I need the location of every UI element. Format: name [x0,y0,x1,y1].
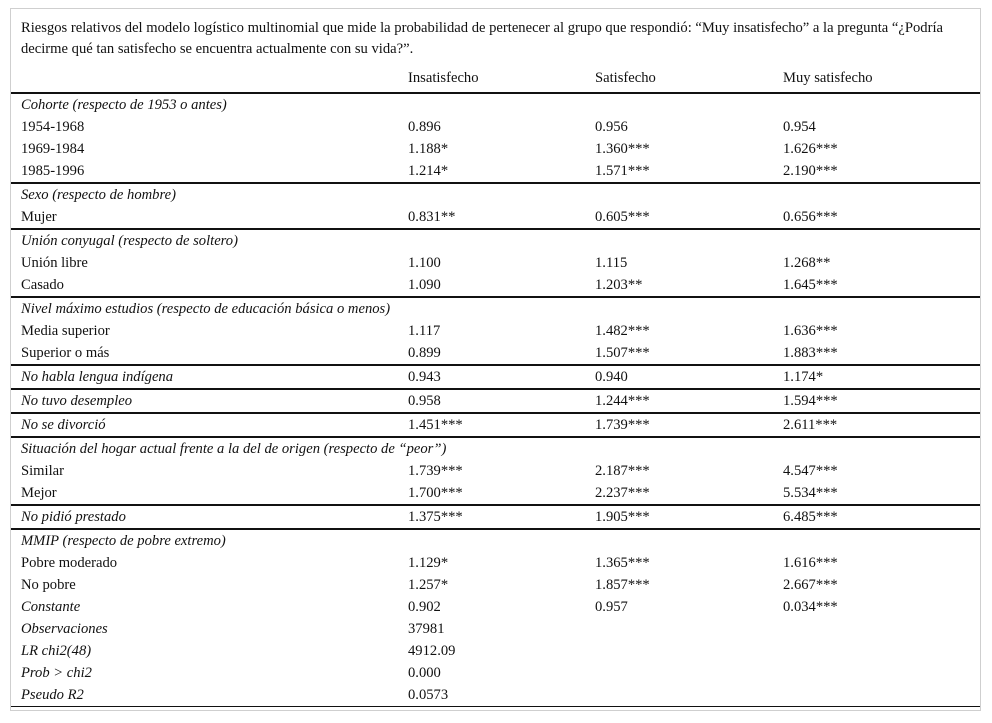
group-title-row [11,529,980,552]
stat-row [11,596,980,618]
value-cell [773,662,980,684]
value-cell: 1.375*** [398,505,585,529]
table-row [11,365,980,389]
value-cell [773,684,980,707]
value-cell: 0.943 [398,365,585,389]
group-title-row [11,183,980,206]
table-row [11,206,980,229]
header-cell-insatisfecho: Insatisfecho [398,64,585,93]
table-row [11,505,980,529]
value-cell: 1.268** [783,255,831,271]
row-label: Similar [21,463,64,479]
value-cell: 1.636*** [783,323,838,339]
group-title-row [11,229,980,252]
value-cell: 2.611*** [773,413,980,437]
value-cell: 1.739*** [408,463,463,479]
value-cell: 0.940 [585,365,773,389]
value-cell: 1.129* [408,555,449,571]
value-cell: 4.547*** [783,463,838,479]
value-cell: 1.857*** [595,577,650,593]
value-cell [585,662,773,684]
value-cell: 1.616*** [783,555,838,571]
table-row [11,342,980,365]
value-cell: 1.571*** [585,160,773,183]
value-cell: 1.626*** [783,141,838,157]
value-cell: 4912.09 [408,643,456,659]
row-label: No pidió prestado [11,505,398,529]
row-label: Casado [11,274,398,297]
row-label: Unión libre [21,255,88,271]
row-label: 1969-1984 [21,141,85,157]
value-cell: 5.534*** [773,482,980,505]
row-label: No tuvo desempleo [11,389,398,413]
table-body [11,64,980,707]
value-cell: 0.034*** [783,599,838,615]
value-cell: 37981 [408,621,445,637]
table-row [11,413,980,437]
stat-label: Constante [21,599,81,615]
stat-row [11,684,980,707]
stat-label: Pseudo R2 [11,684,398,707]
value-cell: 0.656*** [773,206,980,229]
row-label: No habla lengua indígena [11,365,398,389]
group-title: Situación del hogar actual frente a la del de origen (respecto de “peor”) [21,441,447,457]
table-row [11,160,980,183]
header-cell-satisfecho: Satisfecho [585,64,773,93]
value-cell: 1.188* [408,141,449,157]
regression-table [11,64,980,707]
value-cell [773,618,980,640]
value-cell: 1.905*** [585,505,773,529]
stat-row [11,662,980,684]
value-cell: 0.605*** [585,206,773,229]
value-cell [585,640,773,662]
row-label: Mujer [11,206,398,229]
row-label: No se divorció [11,413,398,437]
table-row [11,389,980,413]
group-title-row [11,437,980,460]
table-row [11,482,980,505]
table-header-row [11,64,980,93]
value-cell: 1.244*** [585,389,773,413]
group-title-row [11,297,980,320]
header-cell-muy-satisfecho: Muy satisfecho [773,64,980,93]
group-title: Unión conyugal (respecto de soltero) [21,233,238,249]
value-cell [585,618,773,640]
value-cell: 2.187*** [595,463,650,479]
group-title: Nivel máximo estudios (respecto de educación básica o menos) [21,301,391,317]
row-label: Media superior [21,323,110,339]
value-cell: 1.174* [773,365,980,389]
value-cell: 0.957 [595,599,628,615]
value-cell: 1.214* [398,160,585,183]
value-cell: 1.482*** [595,323,650,339]
stat-label: LR chi2(48) [21,643,92,659]
value-cell: 0.899 [398,342,585,365]
group-title: Cohorte (respecto de 1953 o antes) [21,97,227,113]
value-cell: 2.667*** [783,577,838,593]
row-label: Mejor [11,482,398,505]
table-row [11,274,980,297]
value-cell: 1.257* [408,577,449,593]
row-label: Superior o más [11,342,398,365]
value-cell: 0.958 [398,389,585,413]
table-frame [10,8,981,711]
value-cell: 1.100 [408,255,441,271]
table-row [11,320,980,342]
value-cell: 2.237*** [585,482,773,505]
row-label: 1985-1996 [11,160,398,183]
value-cell: 1.883*** [773,342,980,365]
row-label: 1954-1968 [21,119,85,135]
value-cell: 2.190*** [773,160,980,183]
value-cell: 0.0573 [398,684,585,707]
value-cell: 0.896 [408,119,441,135]
row-label: No pobre [21,577,76,593]
table-row [11,252,980,274]
value-cell: 1.594*** [773,389,980,413]
value-cell: 0.954 [783,119,816,135]
header-cell-label [11,64,398,93]
value-cell: 1.360*** [595,141,650,157]
value-cell: 0.831** [398,206,585,229]
value-cell: 0.902 [408,599,441,615]
value-cell: 6.485*** [773,505,980,529]
value-cell: 1.090 [398,274,585,297]
row-label: Pobre moderado [21,555,118,571]
value-cell: 0.000 [408,665,441,681]
group-title: MMIP (respecto de pobre extremo) [21,533,226,549]
value-cell: 1.645*** [773,274,980,297]
table-caption: Riesgos relativos del modelo logístico multinomial que mide la probabilidad de pertenecer al grupo que respondió: “Muy insatisfecho” a la pregunta “¿Podría decirme qué tan satisfecho se encuentra actualmente con su vida?”. [21,20,943,57]
group-title: Sexo (respecto de hombre) [21,187,176,203]
value-cell [585,684,773,707]
table-row [11,552,980,574]
stat-row [11,640,980,662]
value-cell: 0.956 [595,119,628,135]
value-cell: 1.451*** [398,413,585,437]
value-cell [773,640,980,662]
table-row [11,138,980,160]
table-row [11,460,980,482]
table-row [11,116,980,138]
value-cell: 1.117 [408,323,441,339]
stat-label: Prob > chi2 [21,665,92,681]
value-cell: 1.739*** [585,413,773,437]
value-cell: 1.203** [585,274,773,297]
value-cell: 1.115 [595,255,628,271]
value-cell: 1.700*** [398,482,585,505]
stat-row [11,618,980,640]
value-cell: 1.507*** [585,342,773,365]
table-row [11,574,980,596]
group-title-row [11,93,980,116]
value-cell: 1.365*** [595,555,650,571]
stat-label: Observaciones [21,621,108,637]
